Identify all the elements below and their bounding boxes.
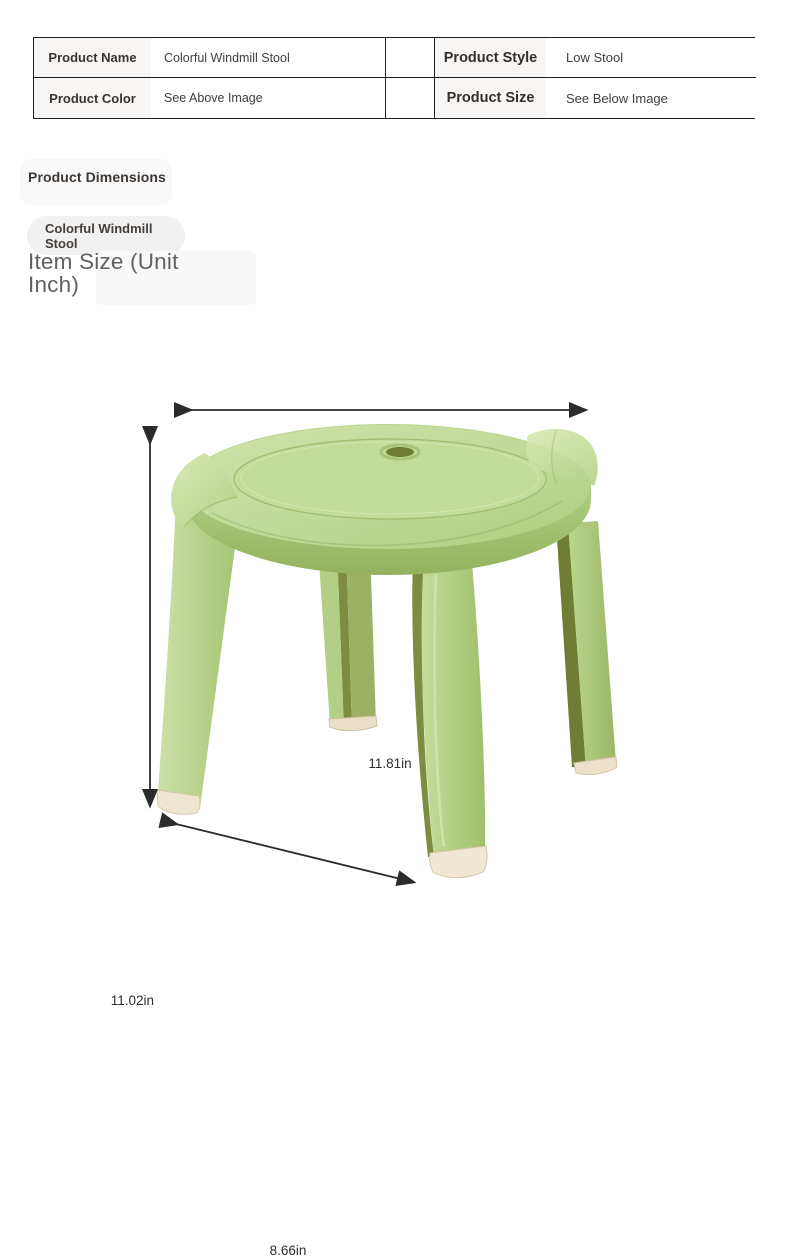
product-dimension-figure <box>0 375 790 1258</box>
product-size-value: See Below Image <box>546 78 756 118</box>
product-color-value: See Above Image <box>151 78 386 118</box>
bottom-width-dimension: 8.66in <box>269 1243 307 1258</box>
item-size-heading: Item Size (Unit Inch) <box>28 249 179 297</box>
stool-back-right-leg <box>556 521 617 775</box>
product-name-label: Product Name <box>34 38 151 78</box>
height-dimension: 11.02in <box>110 993 154 1008</box>
product-name-badge: Colorful Windmill Stool <box>27 216 185 255</box>
section-title: Product Dimensions <box>28 169 166 185</box>
top-width-dimension: 11.81in <box>368 756 412 771</box>
product-color-label: Product Color <box>34 78 151 118</box>
product-spec-table <box>33 37 755 119</box>
stool-front-right-leg <box>412 557 487 878</box>
stool-illustration <box>0 375 790 901</box>
product-style-value: Low Stool <box>546 38 756 78</box>
table-spacer <box>386 38 434 78</box>
product-style-label: Product Style <box>434 38 546 78</box>
table-spacer <box>386 78 434 118</box>
bottom-width-arrow <box>176 824 413 882</box>
product-size-label: Product Size <box>434 78 546 118</box>
product-name-value: Colorful Windmill Stool <box>151 38 386 78</box>
stool-seat <box>171 424 598 575</box>
